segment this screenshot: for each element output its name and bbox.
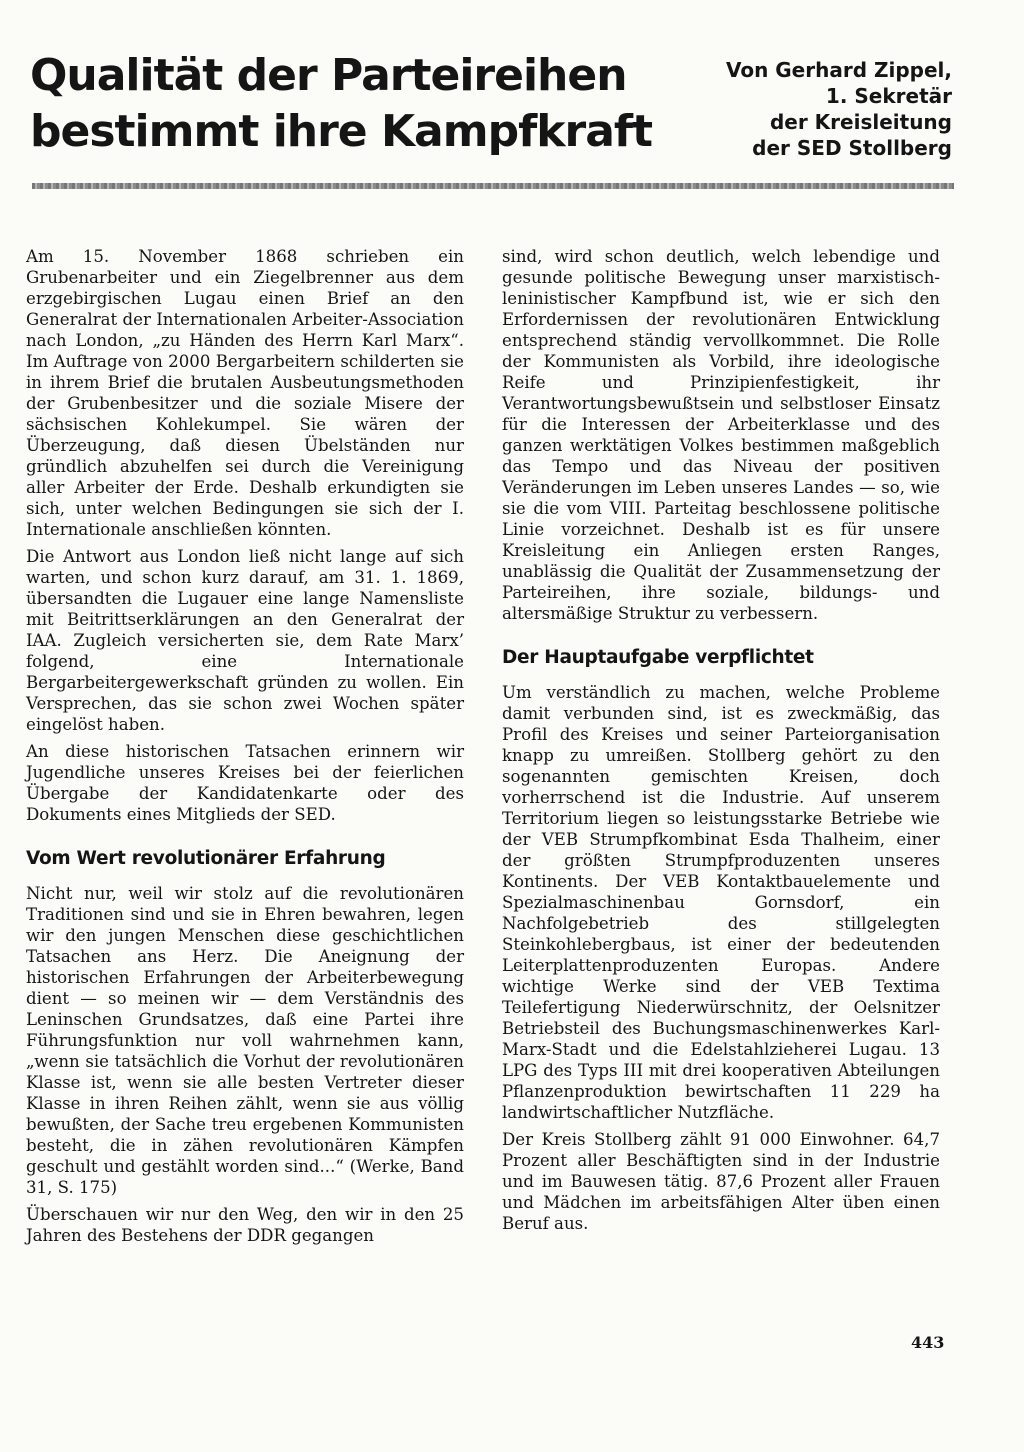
paragraph: Überschauen wir nur den Weg, den wir in den 25 Jahren des Bestehens der DDR gegangen xyxy=(26,1205,464,1245)
paragraph: Der Kreis Stollberg zählt 91 000 Einwohner. 64,7 Prozent aller Beschäftigten sind in der Industrie und im Bauwesen tätig. 87,6 Prozent aller Frauen und Mädchen im arbeitsfähigen Alter üben einen Beruf aus. xyxy=(502,1130,940,1233)
byline-line-4: der SED Stollberg xyxy=(752,136,952,160)
left-column xyxy=(26,246,464,1252)
paragraph: Um verständlich zu machen, welche Probleme damit verbunden sind, ist es zweckmäßig, das Profil des Kreises und seiner Parteiorganisation knapp zu umreißen. Stollberg gehört zu den sogenannten gemischten Kreisen, doch vorherrschend ist die Industrie. Auf unserem Territorium liegen so leistungsstarke Betriebe wie der VEB Strumpfkombinat Esda Thalheim, einer der größten Strumpfproduzenten unseres Kontinents. Der VEB Kontaktbauelemente und Spezialmaschinenbau Gornsdorf, ein Nachfolgebetrieb des stillgelegten Steinkohlebergbaus, ist einer der bedeutenden Leiterplattenproduzenten Europas. Andere wichtige Werke sind der VEB Textima Teilefertigung Niederwürschnitz, der Oelsnitzer Betriebsteil des Buchungsmaschinenwerkes Karl-Marx-Stadt und die Edelstahlzieherei Lugau. 13 LPG des Typs III mit drei kooperativen Abteilungen Pflanzenproduktion bewirtschaften 11 229 ha landwirtschaftlicher Nutzfläche. xyxy=(502,683,940,1122)
page-number: 443 xyxy=(911,1333,945,1352)
author-byline xyxy=(622,57,952,161)
header-divider xyxy=(32,183,954,189)
paragraph: An diese historischen Tatsachen erinnern wir Jugendliche unseres Kreises bei der feierlichen Übergabe der Kandidatenkarte oder des Dokuments eines Mitglieds der SED. xyxy=(26,742,464,824)
right-column xyxy=(502,246,940,1240)
byline-line-1: Von Gerhard Zippel, xyxy=(725,58,952,82)
title-line-2: bestimmt ihre Kampfkraft xyxy=(30,106,653,157)
paragraph: Nicht nur, weil wir stolz auf die revolutionären Traditionen sind und sie in Ehren bewahren, legen wir den jungen Menschen diese geschichtlichen Tatsachen ans Herz. Die Aneignung der historischen Erfahrungen der Arbeiterbewegung dient — so meinen wir — dem Verständnis des Leninschen Grundsatzes, daß eine Partei ihre Führungsfunktion nur voll wahrnehmen kann, „wenn sie tatsächlich die Vorhut der revolutionären Klasse ist, wenn sie alle besten Vertreter dieser Klasse in ihren Reihen zählt, wenn sie aus völlig bewußten, der Sache treu ergebenen Kommunisten besteht, die in zähen revolutionären Kämpfen geschult und gestählt worden sind...“ (Werke, Band 31, S. 175) xyxy=(26,884,464,1197)
byline-line-3: der Kreisleitung xyxy=(769,110,952,134)
paragraph: sind, wird schon deutlich, welch lebendige und gesunde politische Bewegung unser marxistisch-leninistischer Kampfbund ist, wie er sich den Erfordernissen der revolutionären Entwicklung entsprechend ständig vervollkommnet. Die Rolle der Kommunisten als Vorbild, ihre ideologische Reife und Prinzipienfestigkeit, ihr Verantwortungsbewußtsein und selbstloser Einsatz für die Interessen der Arbeiterklasse und des ganzen werktätigen Volkes bestimmen maßgeblich das Tempo und das Niveau der positiven Veränderungen im Leben unseres Landes — so, wie sie die vom VIII. Parteitag beschlossene politische Linie vorzeichnet. Deshalb ist es für unsere Kreisleitung ein Anliegen ersten Ranges, unablässig die Qualität der Zusammensetzung der Parteireihen, ihre soziale, bildungs- und altersmäßige Struktur zu verbessern. xyxy=(502,247,940,623)
byline-line-2: 1. Sekretär xyxy=(825,84,952,108)
article-title xyxy=(30,48,690,160)
paragraph: Die Antwort aus London ließ nicht lange auf sich warten, und schon kurz darauf, am 31. 1. 1869, übersandten die Lugauer eine lange Namensliste mit Beitrittserklärungen an den Generalrat der IAA. Zugleich versicherten sie, dem Rate Marx’ folgend, eine Internationale Bergarbeitergewerkschaft gründen zu wollen. Ein Versprechen, das sie schon zwei Wochen später eingelöst haben. xyxy=(26,547,464,734)
section-heading: Der Hauptaufgabe verpflichtet xyxy=(502,647,814,668)
paragraph: Am 15. November 1868 schrieben ein Grubenarbeiter und ein Ziegelbrenner aus dem erzgebirgischen Lugau einen Brief an den Generalrat der Internationalen Arbeiter-Association nach London, „zu Händen des Herrn Karl Marx“. Im Auftrage von 2000 Bergarbeitern schilderten sie in ihrem Brief die brutalen Ausbeutungsmethoden der Grubenbesitzer und die soziale Misere der sächsischen Kohlekumpel. Sie wären der Überzeugung, daß diesen Übelständen nur gründlich abzuhelfen sei durch die Vereinigung aller Arbeiter der Erde. Deshalb erkundigten sie sich, unter welchen Bedingungen sie sich der I. Internationale anschließen könnten. xyxy=(26,247,464,539)
section-heading: Vom Wert revolutionärer Erfahrung xyxy=(26,848,386,869)
title-line-1: Qualität der Parteireihen xyxy=(30,50,627,101)
